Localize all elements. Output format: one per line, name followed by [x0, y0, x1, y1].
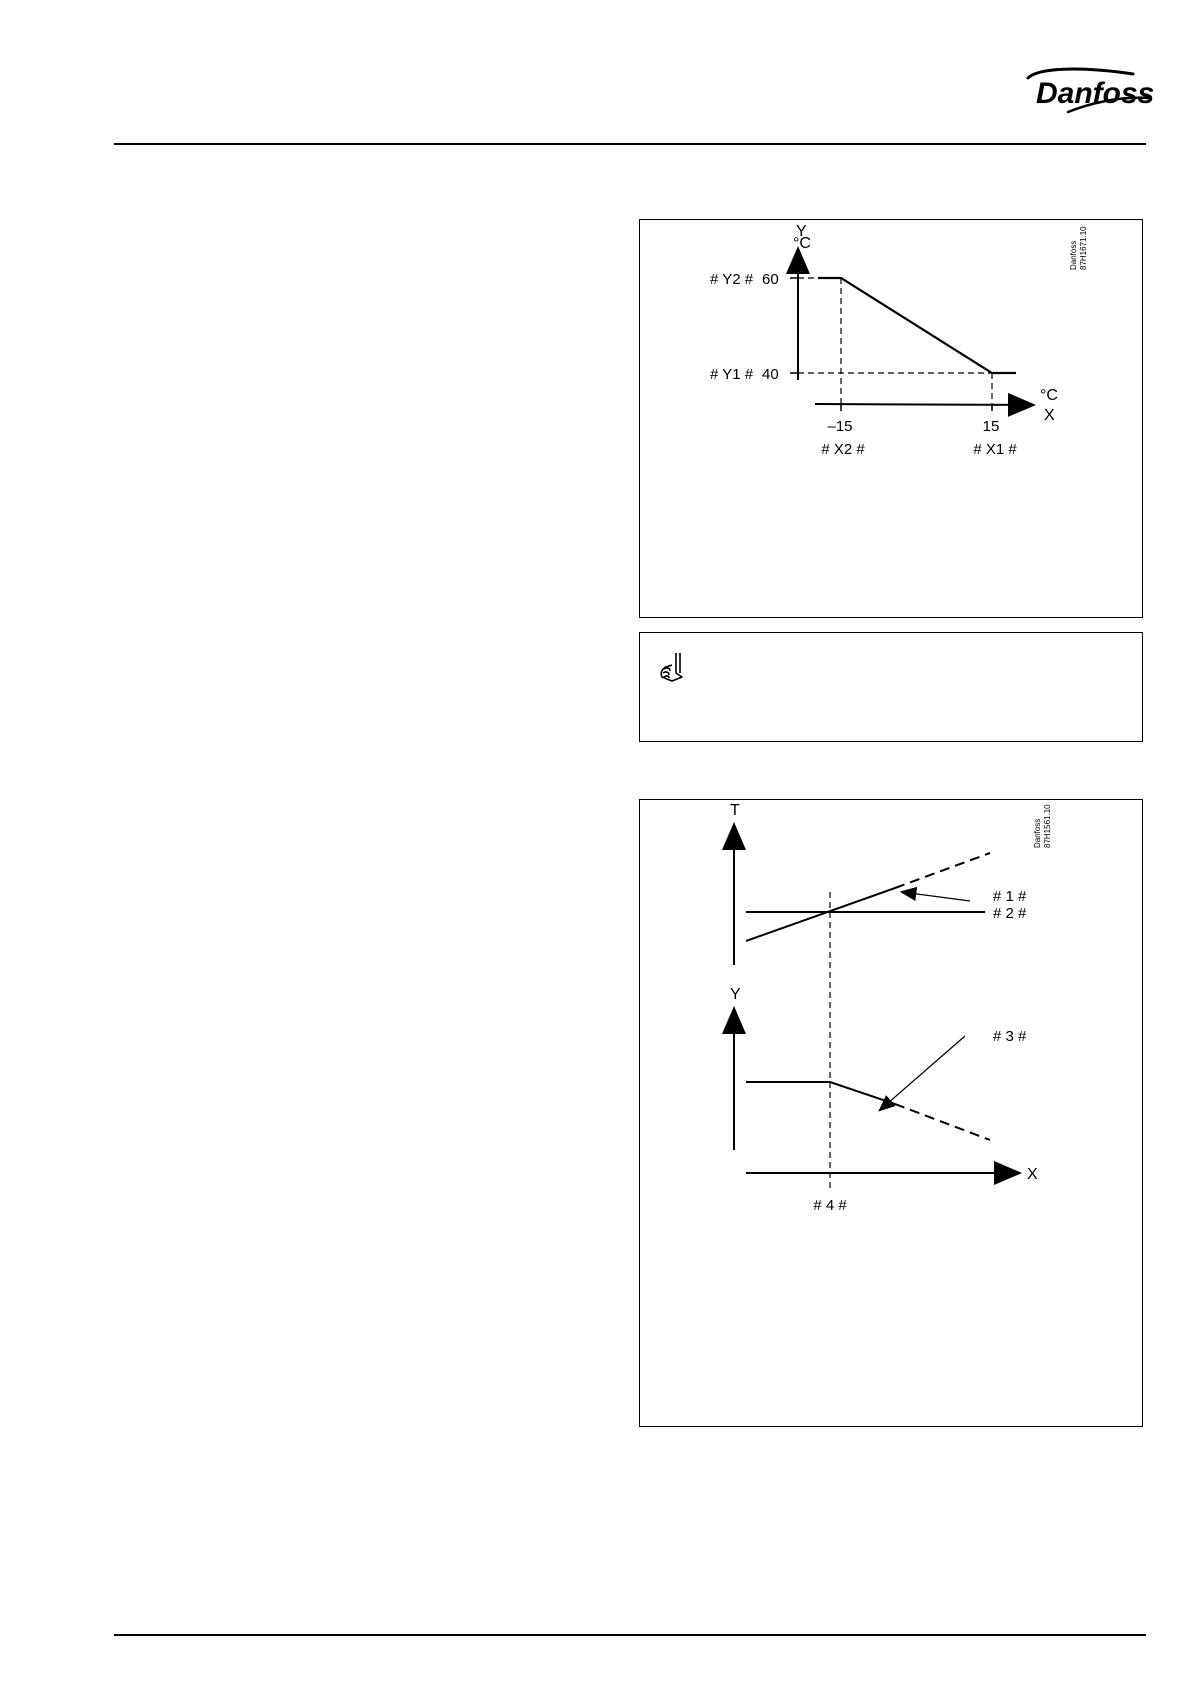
- figure1-box: [639, 219, 1143, 618]
- label-1: # 1 #: [993, 888, 1027, 905]
- heating-curve-line: [818, 278, 1016, 373]
- curve-1-dashed: [895, 853, 990, 888]
- x2-value-label: –15: [827, 418, 853, 435]
- y2-value-label: 60: [762, 271, 779, 288]
- danfoss-logo: [1008, 60, 1158, 130]
- y-axis-label: Y: [730, 986, 741, 1003]
- figure2-stamp-code: 87H1561.10: [1043, 804, 1052, 848]
- x1-value-label: 15: [982, 418, 1000, 435]
- note-box: [639, 632, 1143, 742]
- y-unit-label: °C: [793, 235, 811, 252]
- footer-rule: [114, 1634, 1146, 1636]
- curve-3-dashed: [895, 1104, 990, 1140]
- pointing-hand-icon: [658, 651, 688, 683]
- x-axis-label: X: [1027, 1166, 1038, 1183]
- figure2-chart: [640, 800, 1144, 1428]
- x-unit-label: °C: [1040, 387, 1058, 404]
- header-rule: [114, 143, 1146, 145]
- x2-param-label: # X2 #: [821, 441, 865, 458]
- label-3-leader: [880, 1036, 965, 1110]
- brand-name: Danfoss: [1036, 77, 1155, 110]
- x-axis-label: X: [1044, 407, 1055, 424]
- t-axis-label: T: [730, 802, 740, 819]
- figure1-chart: [640, 220, 1144, 619]
- y-axis-label: Y: [796, 223, 807, 240]
- curve-3-solid: [746, 1082, 895, 1104]
- figure1-stamp-brand: Danfoss: [1069, 240, 1078, 270]
- label-4: # 4 #: [813, 1197, 847, 1214]
- y1-value-label: 40: [762, 366, 779, 383]
- label-3: # 3 #: [993, 1028, 1027, 1045]
- figure2-stamp-brand: Danfoss: [1033, 818, 1042, 848]
- label-2: # 2 #: [993, 905, 1027, 922]
- y2-param-label: # Y2 #: [710, 271, 754, 288]
- label-1-leader: [902, 892, 970, 901]
- figure1-stamp-code: 87H1671.10: [1079, 226, 1088, 270]
- y1-param-label: # Y1 #: [710, 366, 754, 383]
- curve-1-solid: [746, 888, 895, 941]
- figure2-box: [639, 799, 1143, 1427]
- x-axis: [815, 404, 1032, 405]
- x1-param-label: # X1 #: [973, 441, 1017, 458]
